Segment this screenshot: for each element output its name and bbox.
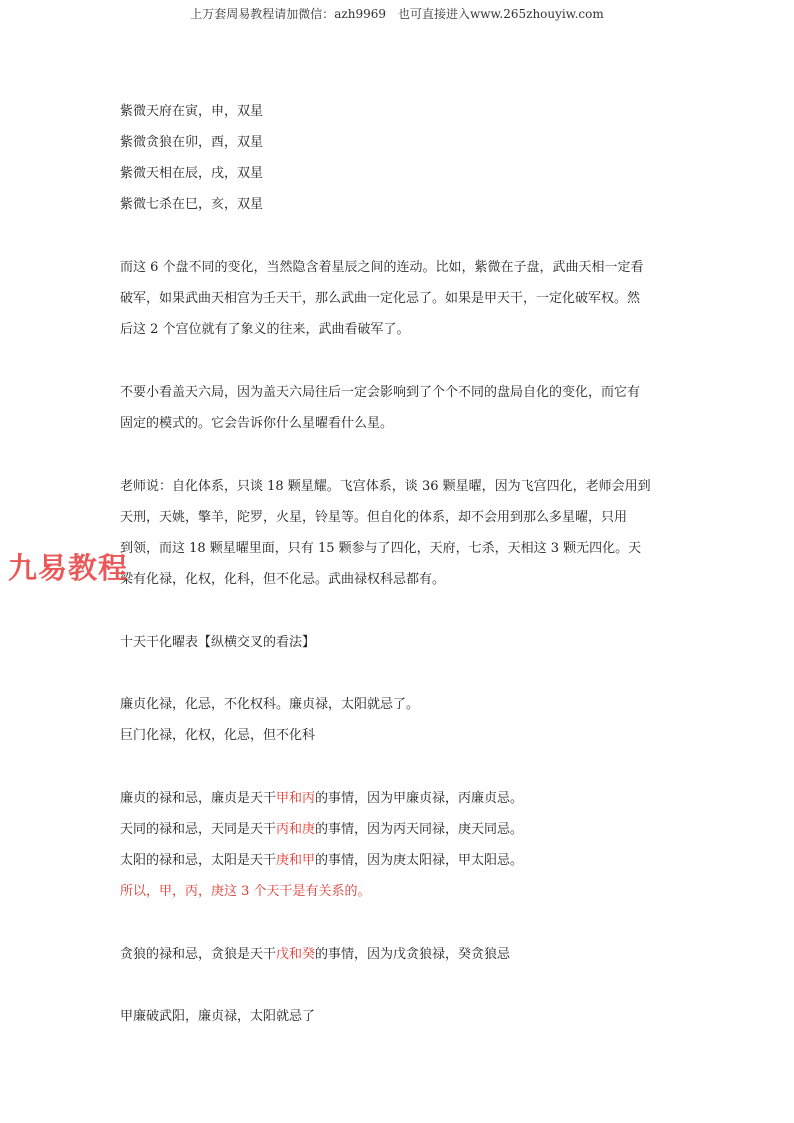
text-segment: 贪狼的禄和忌，贪狼是天干 [120,947,277,962]
section-heading: 十天干化曜表【纵横交叉的看法】 [120,635,316,650]
highlight-text: 戊和癸 [276,947,316,962]
text-line [120,947,510,963]
highlight-text: 丙和庚 [276,822,316,837]
text-line: 紫微天府在寅，申，双星 [120,104,264,119]
text-line: 廉贞化禄，化忌，不化权科。廉贞禄，太阳就忌了。 [120,697,420,712]
text-line: 不要小看盖天六局，因为盖天六局往后一定会影响到了个个不同的盘局自化的变化，而它有 [120,385,641,400]
text-line: 破军，如果武曲天相宫为壬天干，那么武曲一定化忌了。如果是甲天干，一定化破军权。然 [120,291,641,306]
text-line: 梁有化禄，化权，化科，但不化忌。武曲禄权科忌都有。 [120,572,446,587]
text-line: 紫微七杀在巳，亥，双星 [120,197,264,212]
text-line: 而这 6 个盘不同的变化，当然隐含着星辰之间的连动。比如，紫微在子盘，武曲天相一定看 [120,260,644,275]
text-segment: 的事情，因为甲廉贞禄，丙廉贞忌。 [315,791,524,806]
text-line: 固定的模式的。它会告诉你什么星曜看什么星。 [120,416,394,431]
text-line: 紫微天相在辰，戌，双星 [120,166,264,181]
highlight-text: 甲和丙 [276,791,316,806]
text-line [120,791,523,807]
text-segment: 太阳的禄和忌，太阳是天干 [120,853,277,868]
text-line: 甲廉破武阳，廉贞禄，太阳就忌了 [120,1009,316,1024]
text-line: 巨门化禄，化权，化忌，但不化科 [120,728,316,743]
text-line: 天刑，天姚，擎羊，陀罗，火星，铃星等。但自化的体系，却不会用到那么多星曜，只用 [120,510,628,525]
text-line: 老师说：自化体系，只谈 18 颗星耀。飞宫体系，谈 36 颗星曜，因为飞宫四化，老师会用到 [120,479,651,494]
text-line [120,822,523,838]
text-segment: 天同的禄和忌，天同是天干 [120,822,277,837]
text-segment: 的事情，因为丙天同禄，庚天同忌。 [315,822,524,837]
watermark-logo: 九易教程 [8,551,129,585]
text-line: 到领，而这 18 颗星曜里面，只有 15 颗参与了四化，天府，七杀，天相这 3 颗无四化。天 [120,541,642,556]
text-segment: 廉贞的禄和忌，廉贞是天干 [120,791,277,806]
text-segment: 的事情，因为庚太阳禄，甲太阳忌。 [315,853,524,868]
highlight-text: 庚和甲 [276,853,316,868]
text-segment: 的事情，因为戊贪狼禄，癸贪狼忌 [315,947,511,962]
text-line: 后这 2 个宫位就有了象义的往来，武曲看破军了。 [120,322,410,337]
page-header: 上万套周易教程请加微信：azh9969 也可直接进入www.265zhouyiw.com [190,7,604,21]
highlight-line: 所以，甲，丙，庚这 3 个天干是有关系的。 [120,884,371,899]
text-line: 紫微贪狼在卯，酉，双星 [120,135,264,150]
text-line [120,853,523,869]
